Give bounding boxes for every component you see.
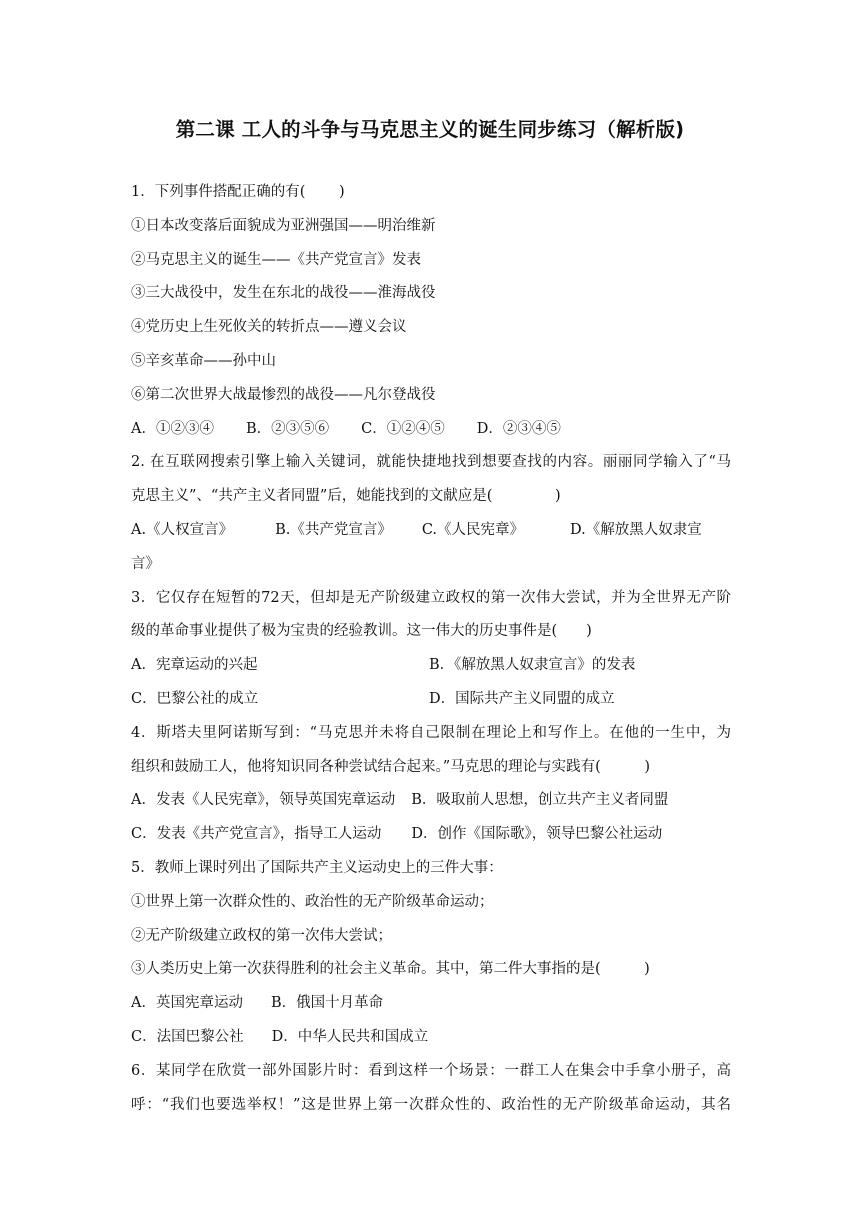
option-a: A．发表《人民宪章》，领导英国宪章运动 (131, 792, 396, 809)
question-1-item: ⑥第二次世界大战最惨烈的战役——凡尔登战役 (131, 386, 436, 403)
option-b: B.《共产党宣言》 (275, 521, 392, 538)
question-list (131, 176, 731, 1122)
option-a: A．宪章运动的兴起 (131, 657, 258, 674)
question-4-stem: 4．斯塔夫里阿诺斯写到：“马克思并未将自己限制在理论上和写作上。在他的一生中，为 (131, 724, 731, 741)
option-a: A.《人权宣言》 (131, 521, 234, 538)
question-5-stem: 5．教师上课时列出了国际共产主义运动史上的三件大事： (131, 859, 503, 876)
option-b: B．②③⑤⑥ (245, 420, 330, 437)
option-d: D．中华人民共和国成立 (271, 1028, 429, 1045)
question-5-item: ①世界上第一次群众性的、政治性的无产阶级革命运动； (131, 893, 494, 910)
question-2-stem: 2. 在互联网搜索引擎上输入关键词，就能快捷地找到想要查找的内容。丽丽同学输入了“马 (131, 454, 731, 471)
option-c: C．巴黎公社的成立 (131, 690, 259, 707)
option-b: B．《解放黑人奴隶宣言》的发表 (429, 657, 636, 674)
question-5-options-row-1 (131, 987, 731, 1021)
question-3-stem: 3．它仅存在短暂的72天，但却是无产阶级建立政权的第一次伟大尝试，并为全世界无产阶 (131, 589, 731, 606)
question-2-options-cont: 言》 (131, 555, 160, 572)
question-1-stem: 1．下列事件搭配正确的有( ) (131, 184, 345, 200)
question-2-options (131, 514, 731, 548)
option-a: A．①②③④ (131, 420, 214, 437)
question-3-options-row-1 (131, 649, 731, 683)
question-4-stem-cont: 组织和鼓励工人，他将知识同各种尝试结合起来。”马克思的理论与实践有( ) (131, 758, 650, 775)
question-1-options (131, 413, 731, 447)
question-5-options-row-2 (131, 1021, 731, 1055)
question-1-item: ③三大战役中，发生在东北的战役——淮海战役 (131, 285, 436, 302)
question-6-stem-cont: 呼：“我们也要选举权！”这是世界上第一次群众性的、政治性的无产阶级革命运动，其名 (131, 1096, 731, 1113)
option-c: C．①②④⑤ (361, 420, 445, 437)
question-5-item: ②无产阶级建立政权的第一次伟大尝试； (131, 927, 392, 944)
option-b: B．吸取前人思想，创立共产主义者同盟 (411, 792, 669, 809)
question-1-item: ②马克思主义的诞生——《共产党宣言》发表 (131, 251, 421, 268)
question-1-item: ④党历史上生死攸关的转折点——遵义会议 (131, 319, 407, 336)
question-5-item: ③人类历史上第一次获得胜利的社会主义革命。其中，第二件大事指的是( ) (131, 961, 650, 978)
question-6-stem: 6．某同学在欣赏一部外国影片时：看到这样一个场景：一群工人在集会中手拿小册子，高 (131, 1062, 731, 1079)
page-title: 第二课 工人的斗争与马克思主义的诞生同步练习（解析版) (175, 118, 685, 141)
option-c: C．发表《共产党宣言》，指导工人运动 (131, 826, 382, 843)
option-c: C．法国巴黎公社 (131, 1028, 244, 1045)
option-d: D．国际共产主义同盟的成立 (429, 690, 615, 707)
option-d: D．②③④⑤ (476, 420, 561, 437)
option-b: B．俄国十月革命 (270, 995, 384, 1012)
question-3-stem-cont: 级的革命事业提供了极为宝贵的经验教训。这一伟大的历史事件是( ) (131, 623, 592, 640)
question-1-item: ①日本改变落后面貌成为亚洲强国——明治维新 (131, 217, 436, 234)
question-4-options-row-2 (131, 818, 731, 852)
question-4-options-row-1 (131, 784, 731, 818)
option-d: D.《解放黑人奴隶宣 (570, 521, 702, 538)
question-3-options-row-2 (131, 683, 731, 717)
question-1-item: ⑤辛亥革命——孙中山 (131, 352, 276, 369)
option-a: A．英国宪章运动 (131, 995, 243, 1012)
option-d: D．创作《国际歌》，领导巴黎公社运动 (411, 826, 663, 843)
option-c: C.《人民宪章》 (421, 521, 525, 538)
question-2-stem-cont: 克思主义”、“共产主义者同盟”后，她能找到的文献应是( ) (131, 488, 561, 505)
